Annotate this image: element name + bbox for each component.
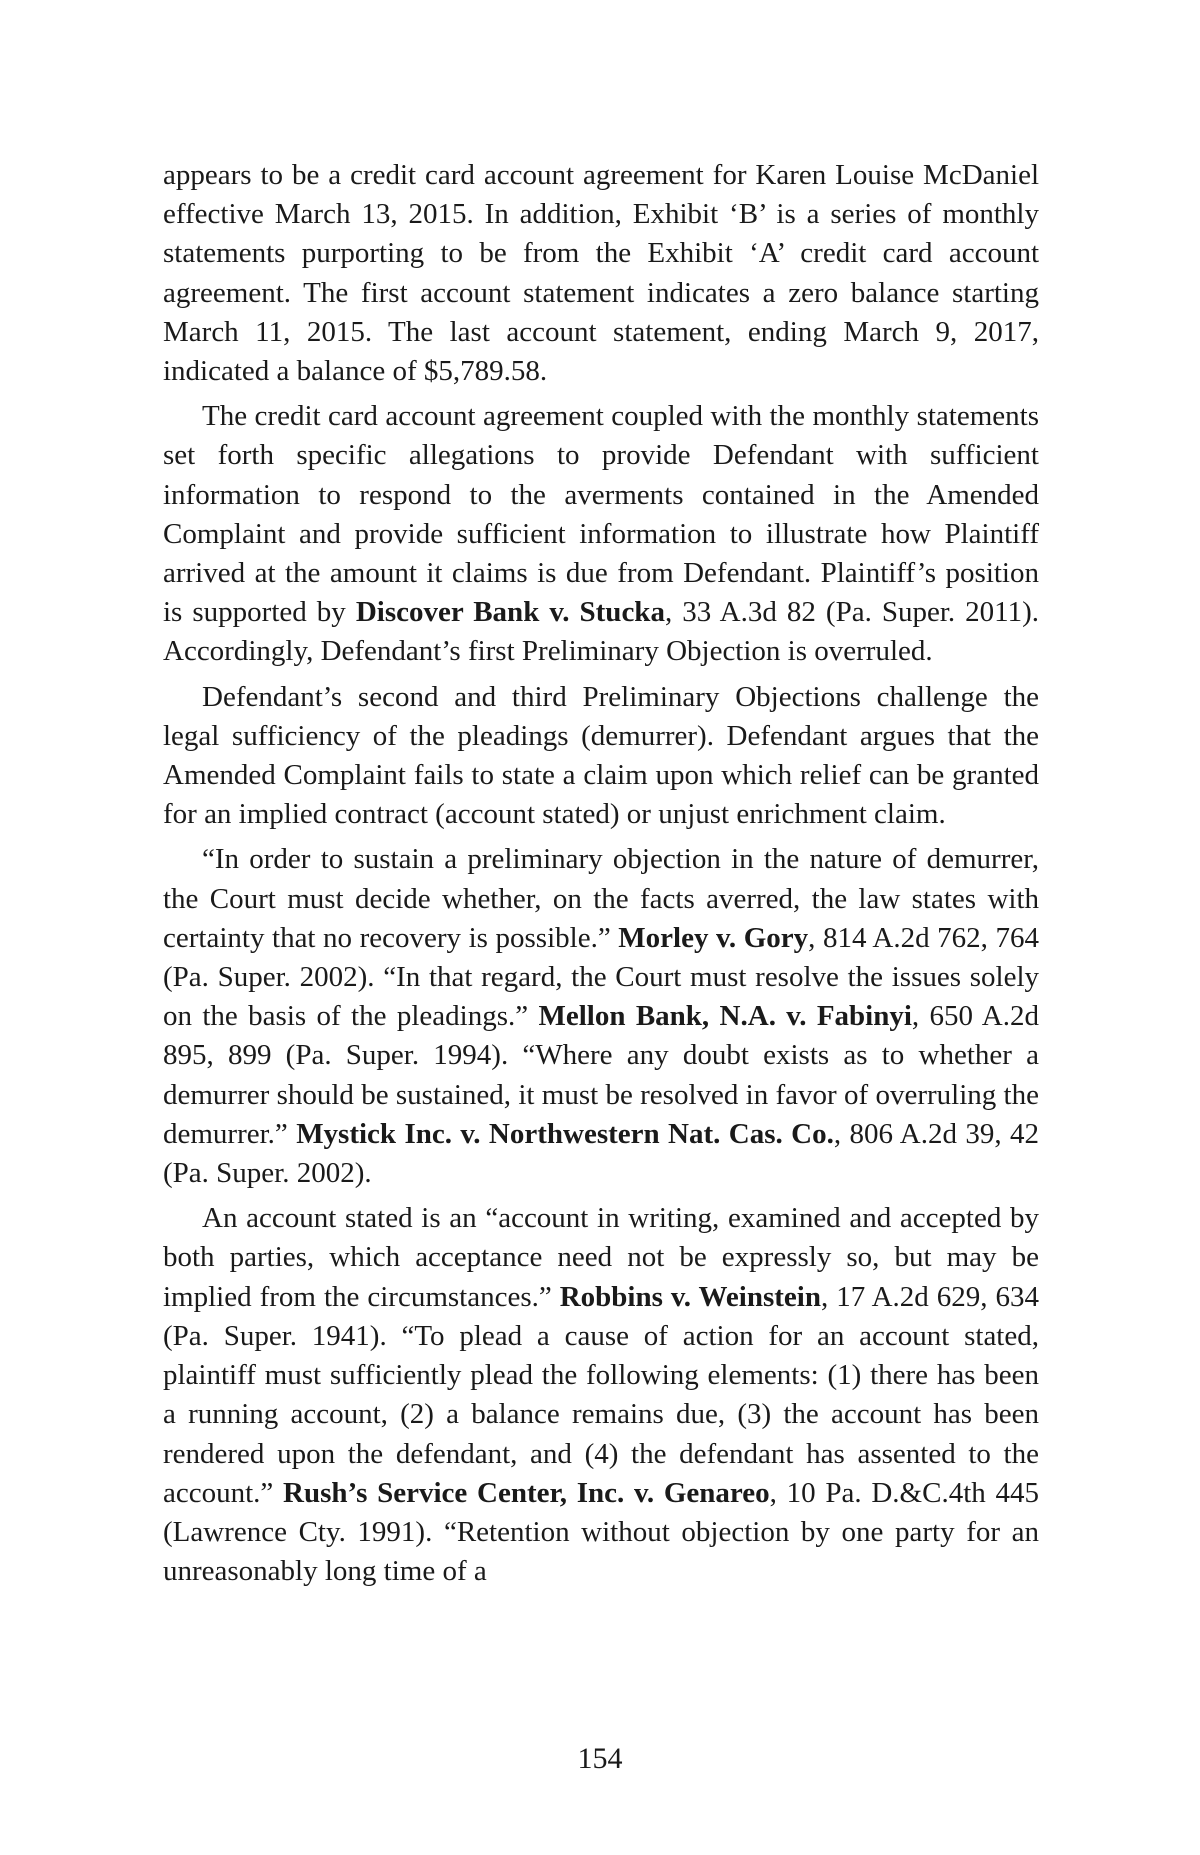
paragraph (163, 397, 1039, 671)
case-citation: Mystick Inc. v. Northwestern Nat. Cas. Co. (296, 1117, 834, 1150)
text-run: , 814 A.2d 762, 764 (Pa. Super. 2002). “In that regard, the Court must resolve the issues solely on the basis of the pleadings.” (163, 921, 1039, 1033)
text-run: , 10 Pa. D.&C.4th 445 (Lawrence Cty. 1991). “Retention without objection by one party for an unreasonably long time of a (163, 1476, 1039, 1588)
paragraph (163, 156, 1039, 391)
text-run: An account stated is an “account in writing, examined and accepted by both parties, which acceptance need not be expressly so, but may be implied from the circumstances.” (163, 1202, 1039, 1313)
paragraph (163, 840, 1039, 1193)
page-number: 154 (577, 1742, 623, 1775)
text-run: “In order to sustain a preliminary objection in the nature of demurrer, the Court must decide whether, on the facts averred, the law states with certainty that no recovery is possible.” (163, 843, 1039, 954)
case-citation: Discover Bank v. Stucka (355, 596, 665, 629)
case-citation: Morley v. Gory (618, 921, 809, 954)
paragraph (163, 678, 1039, 835)
paragraph (163, 1199, 1039, 1591)
text-run: The credit card account agreement coupled with the monthly statements set forth specific allegations to provide Defendant with sufficient information to respond to the averments contained in the Amended Complaint and provide sufficient information to illustrate how Plaintiff arrived at the amount it claims is due from Defendant. Plaintiff’s position is supported by (163, 400, 1039, 629)
text-run: Defendant’s second and third Preliminary Objections challenge the legal sufficiency of the pleadings (demurrer). Defendant argues that the Amended Complaint fails to state a claim upon which relief can be granted for an implied contract (account stated) or unjust enrichment claim. (163, 680, 1039, 831)
text-run: , 33 A.3d 82 (Pa. Super. 2011). Accordingly, Defendant’s first Preliminary Objection is overruled. (163, 596, 1040, 668)
text-run: appears to be a credit card account agreement for Karen Louise McDaniel effective March 13, 2015. In addition, Exhibit ‘B’ is a series of monthly statements purporting to be from the Exhibit ‘A’ credit card account agreement. The first account statement indicates a zero balance starting March 11, 2015. The last account statement, ending March 9, 2017, indicated a balance of $5,789.58. (163, 159, 1039, 388)
case-citation: Robbins v. Weinstein (559, 1280, 821, 1313)
text-run: , 650 A.2d 895, 899 (Pa. Super. 1994). “Where any doubt exists as to whether a demurrer should be sustained, it must be resolved in favor of overruling the demurrer.” (163, 1000, 1039, 1150)
text-run: , 806 A.2d 39, 42 (Pa. Super. 2002). (163, 1117, 1039, 1190)
case-citation: Rush’s Service Center, Inc. v. Genareo (283, 1476, 770, 1509)
text-run: , 17 A.2d 629, 634 (Pa. Super. 1941). “To plead a cause of action for an account stated, plaintiff must sufficiently plead the following elements: (1) there has been a running account, (2) a balance remains due, (3) the account has been rendered upon the defendant, and (4) the defendant has assented to the account.” (163, 1280, 1040, 1509)
body-text (163, 156, 1039, 1597)
case-citation: Mellon Bank, N.A. v. Fabinyi (538, 1000, 912, 1033)
